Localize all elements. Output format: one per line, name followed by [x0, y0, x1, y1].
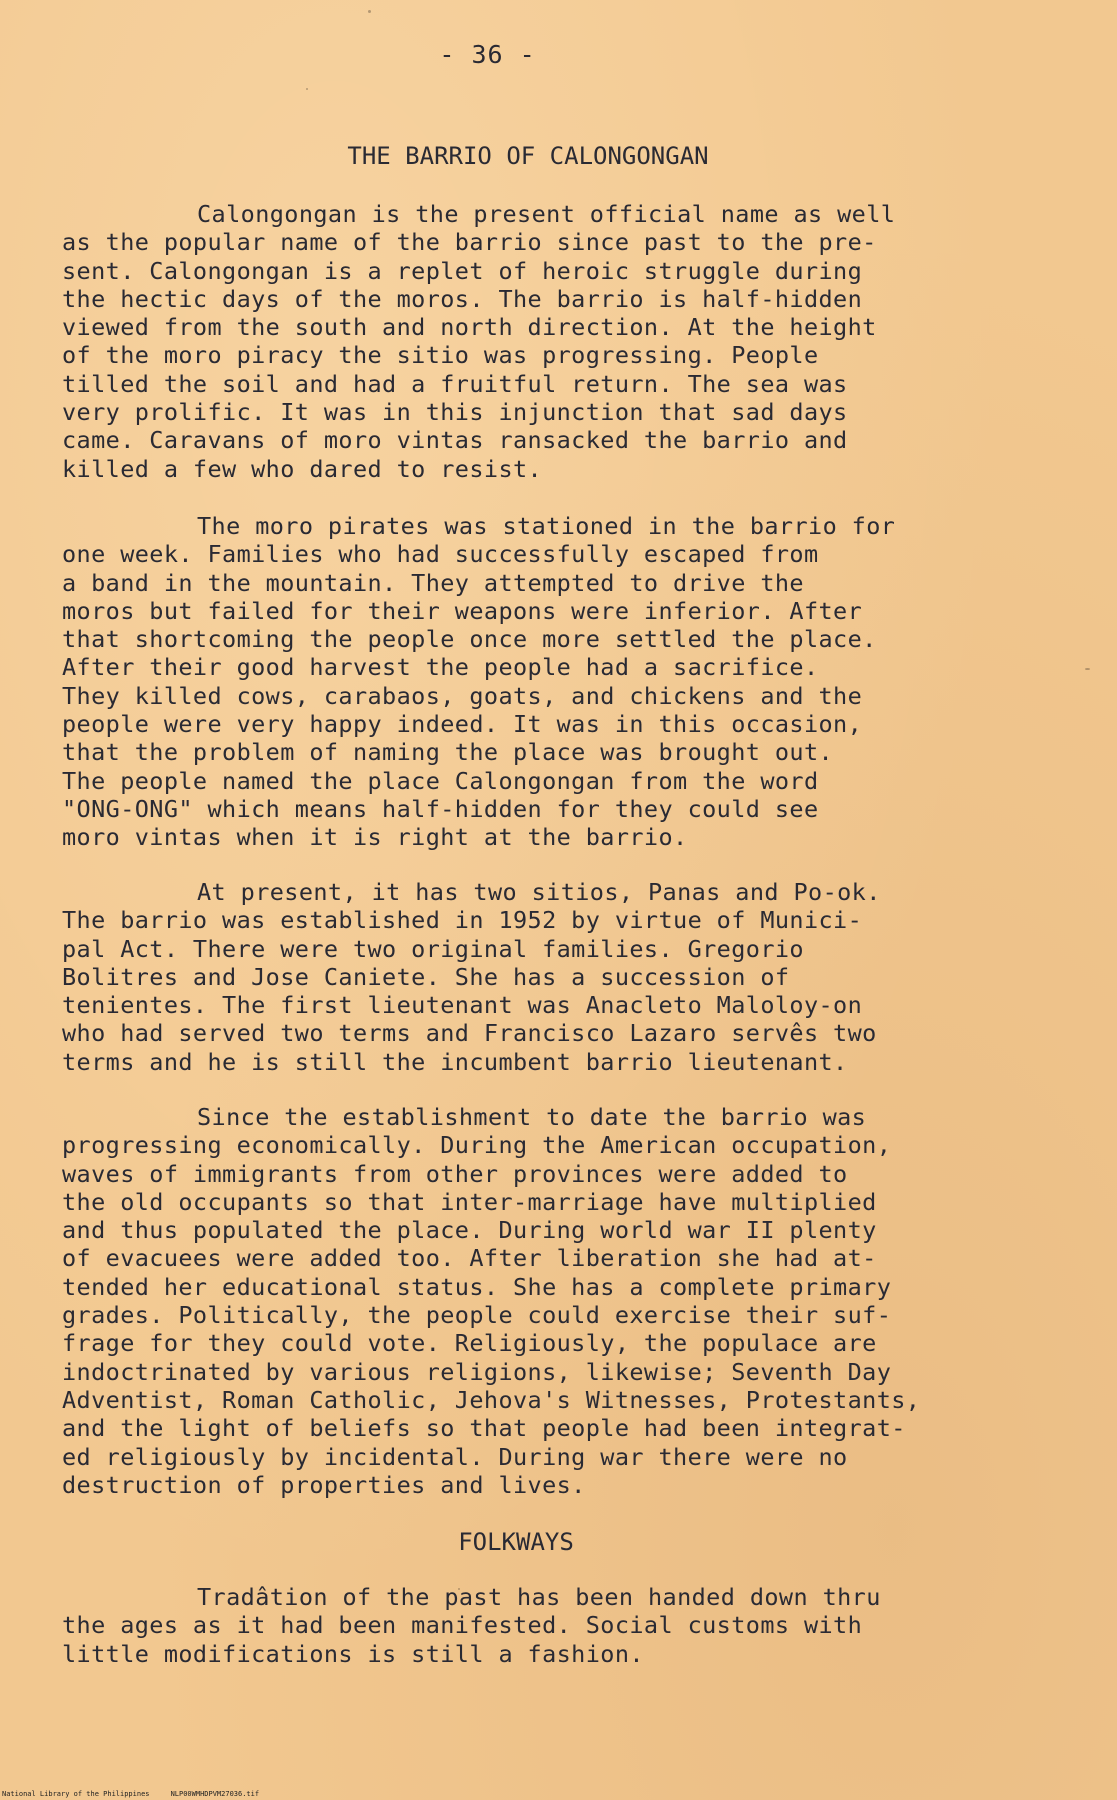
paragraph-line: very prolific. It was in this injunction that sad days: [62, 398, 848, 427]
paragraph-line: At present, it has two sitios, Panas and Po-ok.: [197, 878, 881, 906]
paragraph-line: indoctrinated by various religions, likewise; Seventh Day: [62, 1357, 892, 1386]
paragraph-line: that the problem of naming the place was brought out.: [62, 738, 834, 767]
paper-speck: [1085, 668, 1090, 670]
paragraph-line: and thus populated the place. During world war II plenty: [62, 1216, 877, 1245]
paragraph-line: people were very happy indeed. It was in this occasion,: [62, 710, 863, 739]
paper-speck: [458, 1588, 460, 1590]
paragraph-2: [62, 512, 1082, 852]
paragraph-line: Bolitres and Jose Caniete. She has a succession of: [62, 962, 790, 991]
paper-speck: [306, 88, 308, 90]
paragraph-line: one week. Families who had successfully escaped from: [62, 540, 819, 569]
paragraph-line: grades. Politically, the people could exercise their suf-: [62, 1301, 892, 1330]
paragraph-line: that shortcoming the people once more settled the place.: [62, 625, 877, 654]
paragraph-line: frage for they could vote. Religiously, the populace are: [62, 1329, 877, 1358]
paragraph-line: a band in the mountain. They attempted to drive the: [62, 568, 804, 597]
paragraph-line: moro vintas when it is right at the barrio.: [62, 823, 688, 852]
paragraph-line: sent. Calongongan is a replet of heroic struggle during: [62, 256, 863, 285]
paragraph-line: The moro pirates was stationed in the barrio for: [197, 512, 896, 540]
paragraph-line: ed religiously by incidental. During war there were no: [62, 1442, 848, 1471]
paragraph-line: came. Caravans of moro vintas ransacked the barrio and: [62, 426, 848, 455]
document-title: THE BARRIO OF CALONGONGAN: [347, 142, 709, 170]
paragraph-1: [62, 200, 1082, 483]
paragraph-line: of the moro piracy the sitio was progressing. People: [62, 341, 819, 370]
paragraph-line: progressing economically. During the American occupation,: [62, 1131, 892, 1160]
paragraph-3: [62, 878, 1082, 1076]
paragraph-line: killed a few who dared to resist.: [62, 454, 543, 483]
paragraph-line: of evacuees were added too. After liberation she had at-: [62, 1244, 877, 1273]
paragraph-line: tended her educational status. She has a complete primary: [62, 1272, 892, 1301]
paragraph-line: who had served two terms and Francisco Lazaro servês two: [62, 1019, 877, 1048]
paper-speck: [368, 10, 371, 13]
paragraph-line: Since the establishment to date the barrio was: [197, 1103, 867, 1131]
paragraph-line: tenientes. The first lieutenant was Anacleto Maloloy-on: [62, 991, 863, 1020]
paragraph-line: as the popular name of the barrio since past to the pre-: [62, 228, 877, 257]
paragraph-line: the hectic days of the moros. The barrio is half-hidden: [62, 284, 863, 313]
paragraph-line: Calongongan is the present official name as well: [197, 200, 896, 228]
paragraph-line: "ONG-ONG" which means half-hidden for they could see: [62, 794, 819, 823]
paragraph-line: tilled the soil and had a fruitful return. The sea was: [62, 369, 848, 398]
paragraph-4: [62, 1103, 1082, 1499]
paragraph-line: Tradâtion of the past has been handed down thru: [197, 1583, 881, 1611]
paragraph-line: the ages as it had been manifested. Social customs with: [62, 1611, 863, 1640]
paragraph-line: viewed from the south and north direction. At the height: [62, 313, 877, 342]
paragraph-line: moros but failed for their weapons were inferior. After: [62, 596, 863, 625]
paragraph-line: waves of immigrants from other provinces were added to: [62, 1159, 848, 1188]
paragraph-line: The people named the place Calongongan from the word: [62, 766, 819, 795]
section-heading-folkways: FOLKWAYS: [458, 1528, 574, 1556]
paragraph-line: the old occupants so that inter-marriage have multiplied: [62, 1187, 877, 1216]
paragraph-line: pal Act. There were two original families. Gregorio: [62, 934, 804, 963]
page-number: - 36 -: [439, 40, 536, 69]
scan-footer: National Library of the Philippines NLP00WMHDPVM27036.tif: [2, 1790, 260, 1798]
paragraph-line: little modifications is still a fashion.: [62, 1639, 644, 1668]
paragraph-line: The barrio was established in 1952 by virtue of Munici-: [62, 906, 863, 935]
paragraph-line: Adventist, Roman Catholic, Jehova's Witnesses, Protestants,: [62, 1385, 921, 1414]
paragraph-5: [62, 1583, 1082, 1668]
paragraph-line: terms and he is still the incumbent barrio lieutenant.: [62, 1047, 848, 1076]
paragraph-line: and the light of beliefs so that people had been integrat-: [62, 1414, 906, 1443]
paragraph-line: They killed cows, carabaos, goats, and chickens and the: [62, 681, 863, 710]
paragraph-line: destruction of properties and lives.: [62, 1470, 586, 1499]
paragraph-line: After their good harvest the people had a sacrifice.: [62, 653, 819, 682]
